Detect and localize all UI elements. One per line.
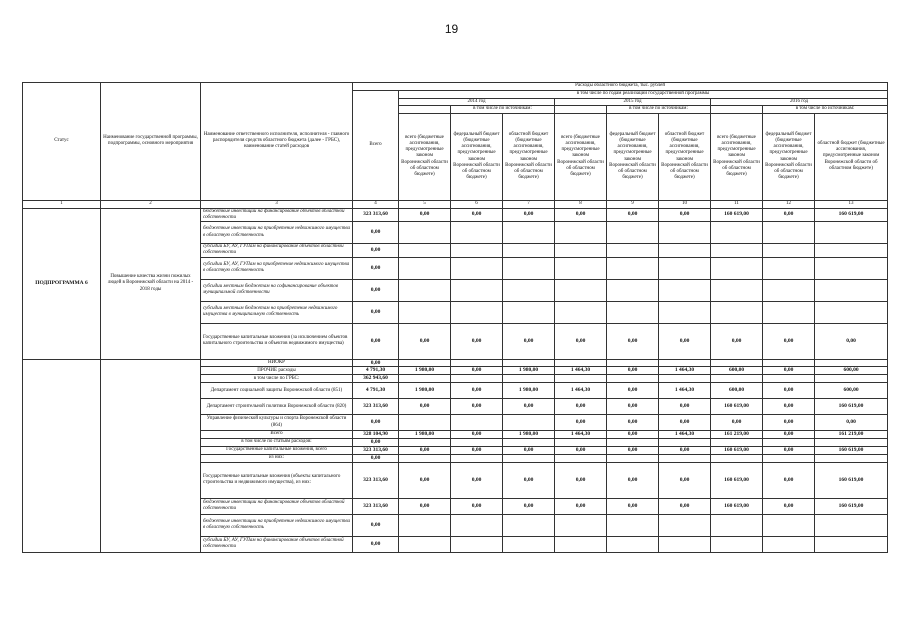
column-number-row [23,200,888,208]
row-value [451,454,503,462]
row-value: 0,00 [399,399,451,415]
row-value: 0,00 [451,431,503,439]
header-col-regional-2015: областной бюджет (бюджетные ассигнования, предусмотренные законом Воронежской области об областном бюджете) [659,113,711,200]
row-value [451,279,503,301]
row-label: бюджетные инвестиции на приобретение недвижимого имущества в областную собственность [201,222,353,244]
row-value: 0,00 [353,244,399,258]
row-value: 0,00 [607,323,659,359]
row-value [659,279,711,301]
row-value: 0,00 [399,208,451,222]
row-value [607,375,659,383]
row-value [399,359,451,367]
row-value [555,514,607,536]
header-col-federal-2016: федеральный бюджет (бюджетные ассигнования, предусмотренные законом Воронежской области об областном бюджете) [763,113,815,200]
row-value: 600,00 [815,367,888,375]
row-value [711,375,763,383]
row-value [659,244,711,258]
row-value: 0,00 [763,462,815,498]
row-value [451,257,503,279]
row-value [659,301,711,323]
budget-table [22,82,888,553]
row-value [503,439,555,447]
row-value: 160 619,00 [711,498,763,514]
row-value [763,439,815,447]
table-row [23,359,888,367]
row-value [451,222,503,244]
row-value [503,257,555,279]
row-value [659,454,711,462]
row-value: 362 943,60 [353,375,399,383]
row-value: 0,00 [353,415,399,431]
row-value: 0,00 [503,323,555,359]
row-value [555,222,607,244]
row-value [711,279,763,301]
row-value [815,359,888,367]
row-value [815,257,888,279]
row-value: 0,00 [607,431,659,439]
row-value [659,359,711,367]
page-number: 19 [444,22,459,36]
row-value: 0,00 [555,323,607,359]
row-value: 0,00 [503,462,555,498]
row-value: 161 219,00 [711,431,763,439]
row-value [399,536,451,552]
row-value [711,359,763,367]
row-value [399,257,451,279]
row-value: 0,00 [659,399,711,415]
table-row [23,208,888,222]
row-value [711,244,763,258]
column-number: 5 [399,200,451,208]
row-label: ПРОЧИЕ расходы [201,367,353,375]
row-value: 1 464,30 [659,367,711,375]
row-value: 0,00 [353,439,399,447]
row-value: 0,00 [659,323,711,359]
row-value [659,375,711,383]
row-label: бюджетные инвестиции на приобретение недвижимого имущества в областную собственность [201,514,353,536]
row-value [451,514,503,536]
row-value: 0,00 [451,498,503,514]
row-value: 0,00 [659,498,711,514]
header-total: Всего [353,91,399,201]
row-value: 600,00 [711,367,763,375]
row-value: 160 619,00 [711,446,763,454]
row-value: 0,00 [711,323,763,359]
column-number: 6 [451,200,503,208]
row-value: 600,00 [815,383,888,399]
header-by-years: в том числе по годам реализации государственной программы [399,91,888,99]
row-value: 323 313,60 [353,498,399,514]
row-value: 0,00 [659,415,711,431]
subprogram-name: Повышение качества жизни пожилых людей в Воронежской области на 2014 - 2018 годы [101,208,201,359]
row-value: 0,00 [763,399,815,415]
row-value [503,454,555,462]
row-value: 323 313,60 [353,462,399,498]
row-label: субсидии БУ, АУ, ГУПам на финансирование объектов областной собственности [201,244,353,258]
row-value: 0,00 [353,301,399,323]
row-value [607,257,659,279]
row-value: 4 791,30 [353,383,399,399]
row-value: 0,00 [555,399,607,415]
row-value [763,514,815,536]
row-value: 1 980,00 [503,367,555,375]
column-number: 4 [353,200,399,208]
row-value: 0,00 [711,415,763,431]
header-year-2016: 2016 год [711,99,888,106]
row-value: 0,00 [353,514,399,536]
row-label: бюджетные инвестиции на финансирование объектов областной собственности [201,208,353,222]
row-value: 0,00 [763,431,815,439]
row-value [503,244,555,258]
row-value [503,514,555,536]
row-value: 160 619,00 [815,462,888,498]
row-value [607,244,659,258]
column-number: 8 [555,200,607,208]
row-value: 323 313,60 [353,399,399,415]
row-value [659,222,711,244]
row-value: 0,00 [763,367,815,375]
row-value [815,536,888,552]
row-label: Всего [201,431,353,439]
row-value: 1 980,00 [503,431,555,439]
row-value [815,301,888,323]
header-sources-spacer-2014 [399,106,451,113]
row-value [815,279,888,301]
row-value: 161 219,00 [815,431,888,439]
row-value [503,415,555,431]
row-value: 0,00 [555,415,607,431]
row-label: субсидии БУ, АУ, ГУПам на приобретение недвижимого имущества в областную собственность [201,257,353,279]
row-value: 1 464,30 [659,431,711,439]
row-value: 0,00 [451,383,503,399]
header-year-2015: 2015 год [555,99,711,106]
row-value [399,222,451,244]
row-value [711,514,763,536]
row-value [503,301,555,323]
row-value: 0,00 [353,536,399,552]
row-value: 0,00 [503,399,555,415]
row-value: 1 980,00 [399,383,451,399]
row-label: в том числе по ГРБС: [201,375,353,383]
row-value [659,439,711,447]
row-value: 160 619,00 [711,208,763,222]
row-value: 1 464,30 [555,431,607,439]
row-value [555,257,607,279]
row-value [399,375,451,383]
row-value: 160 619,00 [711,462,763,498]
row-value: 323 313,60 [353,208,399,222]
row-value: 1 464,30 [555,383,607,399]
header-sources-spacer-2015 [555,106,607,113]
row-value [399,244,451,258]
row-value [763,279,815,301]
row-value: 160 619,00 [815,399,888,415]
row-value [503,279,555,301]
name-continuation [101,359,201,552]
row-value [711,257,763,279]
row-value: 160 619,00 [815,498,888,514]
row-label: бюджетные инвестиции на финансирование объектов областной собственности [201,498,353,514]
header-col-regional-2014: областной бюджет (бюджетные ассигнования, предусмотренные законом Воронежской области об областном бюджете) [503,113,555,200]
header-col-all-2014: всего (бюджетные ассигнования, предусмотренные законом Воронежской области об областном бюджете) [399,113,451,200]
row-value [763,536,815,552]
row-value [399,301,451,323]
status-continuation [23,359,101,552]
row-value: 0,00 [503,208,555,222]
row-value [503,359,555,367]
row-value [815,439,888,447]
row-value: 0,00 [353,279,399,301]
row-value: 0,00 [503,498,555,514]
row-value [711,301,763,323]
row-value: 0,00 [353,323,399,359]
row-label: НИОКР [201,359,353,367]
row-value [399,415,451,431]
row-value: 0,00 [555,446,607,454]
row-value: 0,00 [399,498,451,514]
row-value [659,514,711,536]
subprogram-status: ПОДПРОГРАММА 6 [23,208,101,359]
row-value [607,536,659,552]
row-value: 0,00 [353,359,399,367]
row-value: 0,00 [399,323,451,359]
row-value: 0,00 [451,208,503,222]
row-value: 0,00 [451,446,503,454]
row-value: 0,00 [451,399,503,415]
row-label: Государственные капитальные вложения, всего [201,446,353,454]
row-value: 0,00 [815,415,888,431]
row-value [711,439,763,447]
row-value [555,244,607,258]
row-value: 0,00 [503,446,555,454]
header-program-name: Наименование государственной программы, подпрограммы, основного мероприятия [101,83,201,201]
row-value: 0,00 [607,462,659,498]
column-number: 3 [201,200,353,208]
row-value: 0,00 [399,446,451,454]
row-value: 0,00 [607,367,659,375]
column-number: 7 [503,200,555,208]
row-value [399,279,451,301]
row-value: 0,00 [353,257,399,279]
row-value [815,375,888,383]
column-number: 13 [815,200,888,208]
row-label: субсидии местным бюджетам на приобретение недвижимого имущества в муниципальную собственность [201,301,353,323]
row-value: 0,00 [607,399,659,415]
row-label: из них: [201,454,353,462]
row-value: 0,00 [555,498,607,514]
row-value: 0,00 [659,446,711,454]
row-value [659,536,711,552]
row-value [815,514,888,536]
row-label: Государственные капитальные вложения (объекты капитального строительства и недвижимого имущества), из них: [201,462,353,498]
column-number: 10 [659,200,711,208]
header-col-regional-2016: областной бюджет (бюджетные ассигнования, предусмотренные законом Воронежской области об областном бюджете) [815,113,888,200]
row-value: 0,00 [451,462,503,498]
row-value: 1 980,00 [399,431,451,439]
header-col-federal-2015: федеральный бюджет (бюджетные ассигнования, предусмотренные законом Воронежской области об областном бюджете) [607,113,659,200]
header-col-federal-2014: федеральный бюджет (бюджетные ассигнования, предусмотренные законом Воронежской области об областном бюджете) [451,113,503,200]
row-value [711,454,763,462]
row-value [763,244,815,258]
row-value: 328 104,90 [353,431,399,439]
row-value: 0,00 [659,208,711,222]
row-value [607,454,659,462]
row-value: 0,00 [607,208,659,222]
row-value: 0,00 [763,208,815,222]
row-value: 0,00 [607,415,659,431]
row-value [503,536,555,552]
row-value [607,301,659,323]
row-value [711,222,763,244]
header-sources-2014: в том числе по источникам: [451,106,555,113]
row-value [399,454,451,462]
row-value [763,257,815,279]
header-year-2014: 2014 год [399,99,555,106]
row-value [451,415,503,431]
row-value [399,514,451,536]
row-value [659,257,711,279]
row-value: 0,00 [399,462,451,498]
row-value: 0,00 [607,498,659,514]
row-value [451,536,503,552]
row-value [763,301,815,323]
column-number: 11 [711,200,763,208]
row-label: Департамент социальной защиты Воронежской области (851) [201,383,353,399]
header-col-all-2016: всего (бюджетные ассигнования, предусмотренные законом Воронежской области об областном бюджете) [711,113,763,200]
row-value [451,244,503,258]
row-value [763,222,815,244]
header-sources-2016: в том числе по источникам: [763,106,888,113]
row-value [451,359,503,367]
row-value [815,244,888,258]
row-value [763,359,815,367]
row-value [763,375,815,383]
row-value: 160 619,00 [815,446,888,454]
row-value [555,454,607,462]
row-label: субсидии БУ, АУ, ГУПам на финансирование объектов областной собственности [201,536,353,552]
row-value: 0,00 [607,446,659,454]
row-value: 1 980,00 [399,367,451,375]
row-value [451,439,503,447]
row-value [451,375,503,383]
row-value: 1 980,00 [503,383,555,399]
row-value: 160 619,00 [711,399,763,415]
header-status: Статус [23,83,101,201]
row-value [763,454,815,462]
column-number: 2 [101,200,201,208]
header-sources-2015: в том числе по источникам: [607,106,711,113]
row-value [555,439,607,447]
row-value [451,301,503,323]
row-value: 0,00 [763,415,815,431]
row-value: 0,00 [815,323,888,359]
row-value: 0,00 [451,367,503,375]
row-value: 600,00 [711,383,763,399]
header-sources-spacer-2016 [711,106,763,113]
row-value [555,536,607,552]
row-label: Государственные капитальные вложения (за исключением объектов капитального строительства и объектов недвижимого имущества) [201,323,353,359]
header-budget-title: Расходы областного бюджета, тыс. рублей [353,83,888,91]
row-value: 0,00 [451,323,503,359]
row-value: 0,00 [763,446,815,454]
row-label: субсидии местным бюджетам на софинансирование объектов муниципальной собственности [201,279,353,301]
row-value [555,301,607,323]
header-row-1 [23,83,888,91]
row-value: 0,00 [763,383,815,399]
row-value: 323 313,60 [353,446,399,454]
row-value [555,279,607,301]
row-value: 1 464,30 [659,383,711,399]
row-value [607,279,659,301]
row-value: 0,00 [555,208,607,222]
row-value: 0,00 [607,383,659,399]
row-value [815,454,888,462]
row-value [607,514,659,536]
row-value: 0,00 [763,498,815,514]
row-value [607,439,659,447]
column-number: 12 [763,200,815,208]
row-value: 160 619,00 [815,208,888,222]
row-value [503,222,555,244]
row-value: 1 464,30 [555,367,607,375]
row-value: 0,00 [555,462,607,498]
row-value: 0,00 [353,222,399,244]
row-value [399,439,451,447]
row-label: Департамент строительной политики Воронежской области (820) [201,399,353,415]
column-number: 1 [23,200,101,208]
row-value [503,375,555,383]
row-value: 0,00 [353,454,399,462]
row-label: Управление физической культуры и спорта Воронежской области (864) [201,415,353,431]
header-col-all-2015: всего (бюджетные ассигнования, предусмотренные законом Воронежской области об областном бюджете) [555,113,607,200]
header-executor: Наименование ответственного исполнителя, исполнителя - главного распорядителя средств областного бюджета (далее - ГРБС), наименование статей расходов [201,83,353,201]
row-label: в том числе по статьям расходов: [201,439,353,447]
row-value: 0,00 [763,323,815,359]
row-value: 4 791,30 [353,367,399,375]
row-value: 0,00 [659,462,711,498]
row-value [711,536,763,552]
row-value [555,359,607,367]
column-number: 9 [607,200,659,208]
row-value [815,222,888,244]
row-value [555,375,607,383]
row-value [607,359,659,367]
row-value [607,222,659,244]
